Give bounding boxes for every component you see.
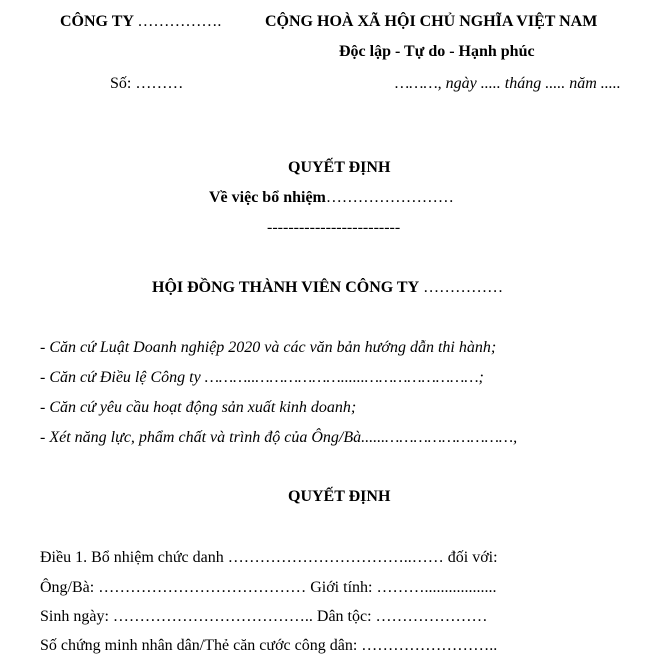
basis-item: - Căn cứ Luật Doanh nghiệp 2020 và các văn bản hướng dẫn thi hành;: [40, 339, 497, 356]
basis-item: - Căn cứ Điều lệ Công ty ………..………………......……………………;: [40, 369, 484, 386]
motto: Độc lập - Tự do - Hạnh phúc: [339, 43, 535, 60]
decision-heading: QUYẾT ĐỊNH: [288, 488, 391, 505]
decision-subject: [209, 188, 454, 208]
company-label: CÔNG TY: [60, 13, 134, 30]
decision-subject-blank: ……………………: [325, 189, 454, 206]
country-title: CỘNG HOÀ XÃ HỘI CHỦ NGHĨA VIỆT NAM: [265, 13, 598, 30]
company-label-line: [60, 12, 221, 32]
article-line: Ông/Bà: ………………………………… Giới tính: ………..................: [40, 579, 497, 596]
article-line: Số chứng minh nhân dân/Thẻ căn cước công dân: ……………………..: [40, 637, 498, 654]
authority-label: HỘI ĐỒNG THÀNH VIÊN CÔNG TY: [152, 279, 420, 296]
article-line: Điều 1. Bổ nhiệm chức danh ……………………………..…… đối với:: [40, 549, 498, 566]
decision-subject-label: Về việc bổ nhiệm: [209, 189, 326, 206]
authority-blank: ……………: [423, 279, 504, 296]
title-divider: -------------------------: [267, 219, 401, 236]
decision-title: QUYẾT ĐỊNH: [288, 159, 391, 176]
company-blank: …………….: [137, 13, 222, 30]
document-number: Số: ………: [110, 75, 184, 92]
date-line: ………, ngày ..... tháng ..... năm .....: [395, 75, 621, 92]
article-line: Sinh ngày: ……………………………….. Dân tộc: …………………: [40, 608, 488, 625]
basis-item: - Xét năng lực, phẩm chất và trình độ của Ông/Bà......………………………,: [40, 429, 518, 446]
authority-line: [152, 278, 503, 298]
basis-item: - Căn cứ yêu cầu hoạt động sản xuất kinh doanh;: [40, 399, 357, 416]
